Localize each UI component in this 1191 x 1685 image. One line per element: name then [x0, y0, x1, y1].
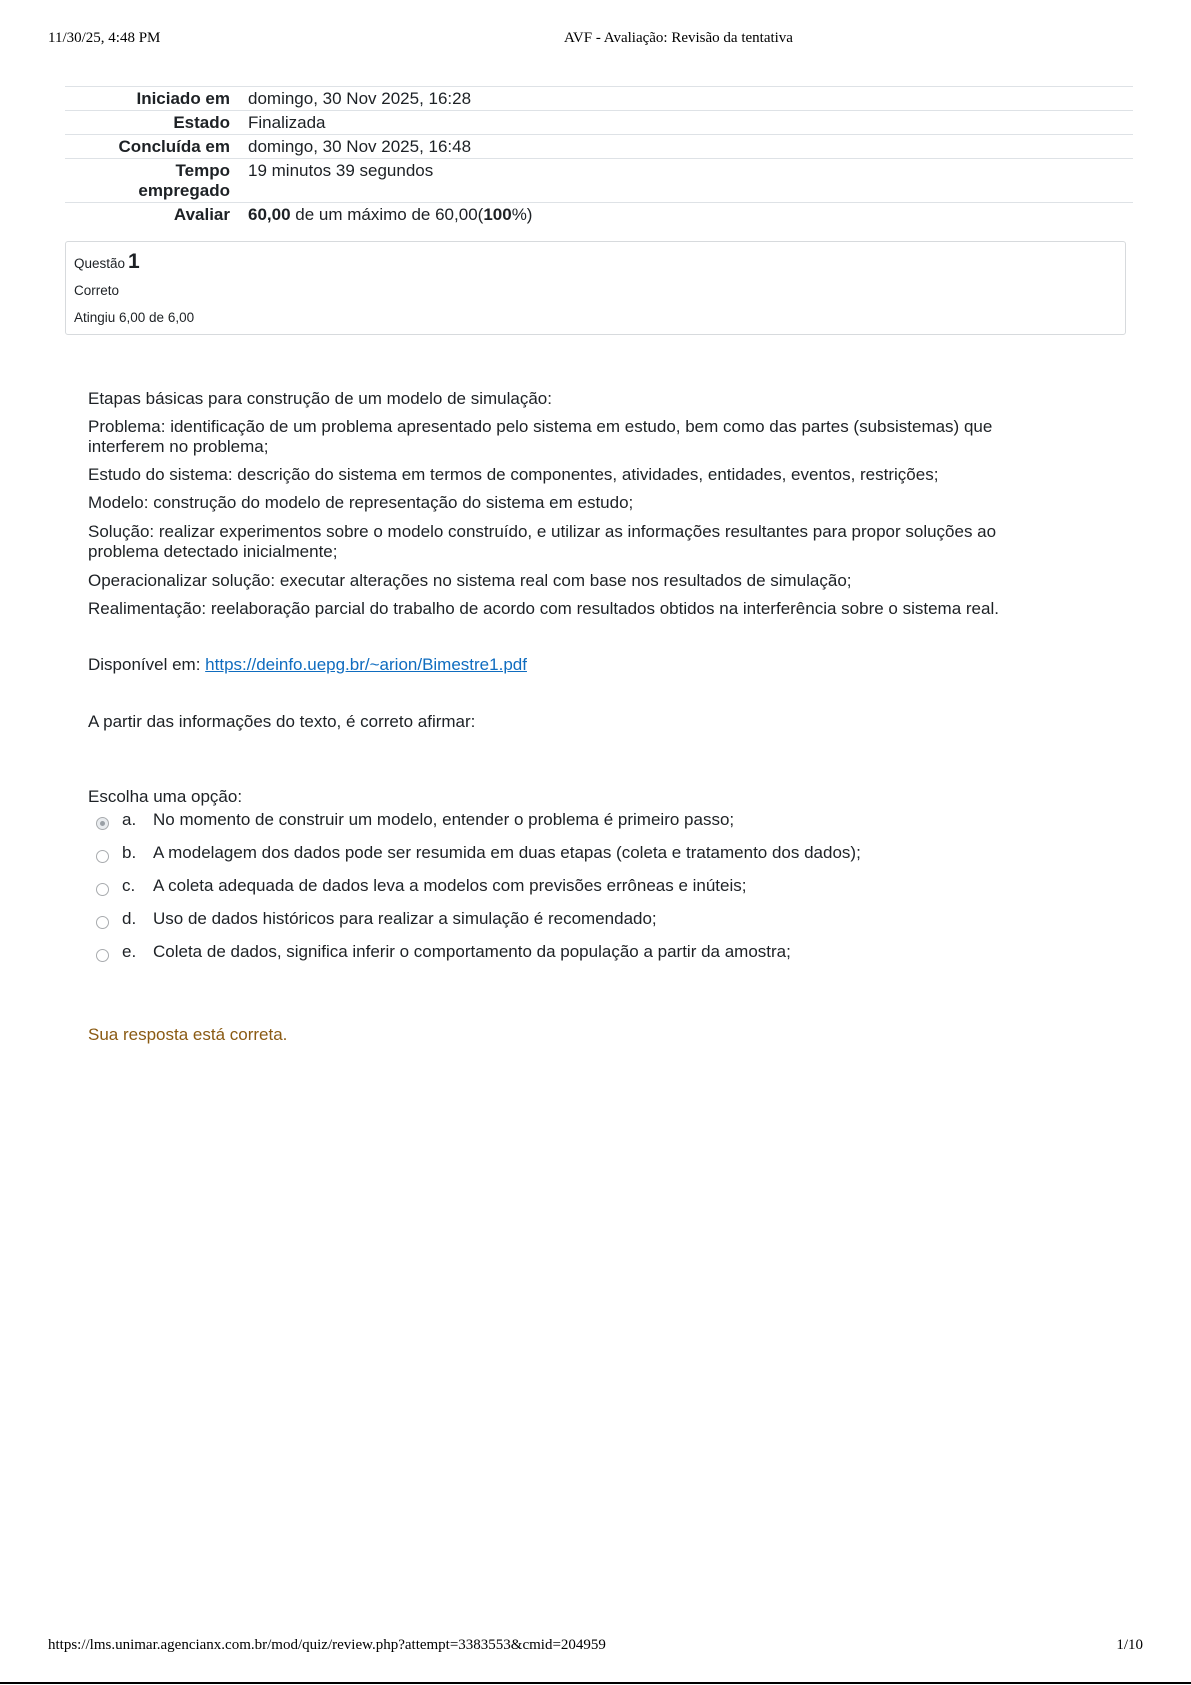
print-page-title: AVF - Avaliação: Revisão da tentativa: [564, 30, 793, 46]
question-label: Questão: [74, 256, 126, 271]
option-text: A modelagem dos dados pode ser resumida em duas etapas (coleta e tratamento dos dados);: [153, 843, 861, 862]
question-grade: Atingiu 6,00 de 6,00: [74, 310, 195, 325]
answer-option-b[interactable]: [96, 843, 996, 867]
attempt-summary-table: [65, 86, 1133, 226]
step-modelo: Modelo: construção do modelo de representação do sistema em estudo;: [88, 493, 634, 512]
source-link[interactable]: https://deinfo.uepg.br/~arion/Bimestre1.pdf: [205, 655, 527, 674]
option-letter: c.: [122, 876, 136, 895]
option-text: Uso de dados históricos para realizar a simulação é recomendado;: [153, 909, 657, 928]
print-url: https://lms.unimar.agencianx.com.br/mod/quiz/review.php?attempt=3383553&cmid=204959: [48, 1637, 606, 1653]
summary-label: Avaliar: [65, 203, 248, 227]
radio-selected-icon[interactable]: [96, 817, 109, 830]
source-prefix: Disponível em:: [88, 655, 206, 674]
summary-value: domingo, 30 Nov 2025, 16:28: [248, 87, 1133, 111]
option-letter: e.: [122, 942, 137, 961]
choose-label: Escolha uma opção:: [88, 787, 243, 806]
print-datetime: 11/30/25, 4:48 PM: [48, 30, 161, 46]
summary-label: Iniciado em: [65, 87, 248, 111]
radio-icon[interactable]: [96, 883, 109, 896]
print-header: [48, 30, 1143, 50]
answer-option-a[interactable]: [96, 810, 996, 834]
summary-value: 19 minutos 39 segundos: [248, 159, 1133, 203]
summary-value: domingo, 30 Nov 2025, 16:48: [248, 135, 1133, 159]
question-info-box: [65, 241, 1126, 335]
summary-label-line: empregado: [138, 181, 230, 200]
summary-label: Estado: [65, 111, 248, 135]
grade-value: [248, 203, 1133, 227]
summary-value: Finalizada: [248, 111, 1133, 135]
step-estudo: Estudo do sistema: descrição do sistema em termos de componentes, atividades, entidades, eventos, restrições;: [88, 465, 939, 484]
answer-option-e[interactable]: [96, 942, 996, 966]
question-state: Correto: [74, 283, 120, 298]
source-line: [88, 655, 1048, 675]
answer-option-d[interactable]: [96, 909, 996, 933]
summary-label-line: Tempo: [175, 161, 230, 180]
option-letter: a.: [122, 810, 137, 829]
page-bottom-rule: [0, 1682, 1191, 1684]
question-number-value: 1: [128, 250, 140, 273]
question-intro: Etapas básicas para construção de um modelo de simulação:: [88, 389, 552, 408]
radio-icon[interactable]: [96, 916, 109, 929]
grade-percent: 100: [483, 205, 512, 224]
step-problema: Problema: identificação de um problema apresentado pelo sistema em estudo, bem como das partes (subsistemas) que interferem no problema;: [88, 417, 993, 456]
option-text: No momento de construir um modelo, entender o problema é primeiro passo;: [153, 810, 735, 829]
feedback-text: Sua resposta está correta.: [88, 1025, 288, 1044]
radio-icon[interactable]: [96, 850, 109, 863]
radio-icon[interactable]: [96, 949, 109, 962]
summary-label: [65, 159, 248, 203]
summary-row: [65, 203, 1133, 227]
answer-option-c[interactable]: [96, 876, 996, 900]
grade-score: 60,00: [248, 205, 291, 224]
option-letter: d.: [122, 909, 137, 928]
step-realimentacao: Realimentação: reelaboração parcial do trabalho de acordo com resultados obtidos na interferência sobre o sistema real.: [88, 599, 999, 618]
option-letter: b.: [122, 843, 137, 862]
step-solucao: Solução: realizar experimentos sobre o modelo construído, e utilizar as informações resultantes para propor soluções ao problema detectado inicialmente;: [88, 522, 997, 561]
summary-row: [65, 87, 1133, 111]
summary-row: [65, 159, 1133, 203]
summary-label: Concluída em: [65, 135, 248, 159]
grade-max: de um máximo de 60,00(: [290, 205, 484, 224]
option-text: A coleta adequada de dados leva a modelos com previsões errôneas e inúteis;: [153, 876, 747, 895]
summary-row: [65, 111, 1133, 135]
step-operacionalizar: Operacionalizar solução: executar alterações no sistema real com base nos resultados de simulação;: [88, 571, 852, 590]
summary-row: [65, 135, 1133, 159]
question-prompt: A partir das informações do texto, é correto afirmar:: [88, 712, 476, 731]
grade-percent-sign: %): [511, 205, 533, 224]
option-text: Coleta de dados, significa inferir o comportamento da população a partir da amostra;: [153, 942, 791, 961]
question-number: [74, 250, 140, 274]
print-footer: [48, 1637, 1143, 1657]
print-page-number: 1/10: [1116, 1637, 1143, 1653]
